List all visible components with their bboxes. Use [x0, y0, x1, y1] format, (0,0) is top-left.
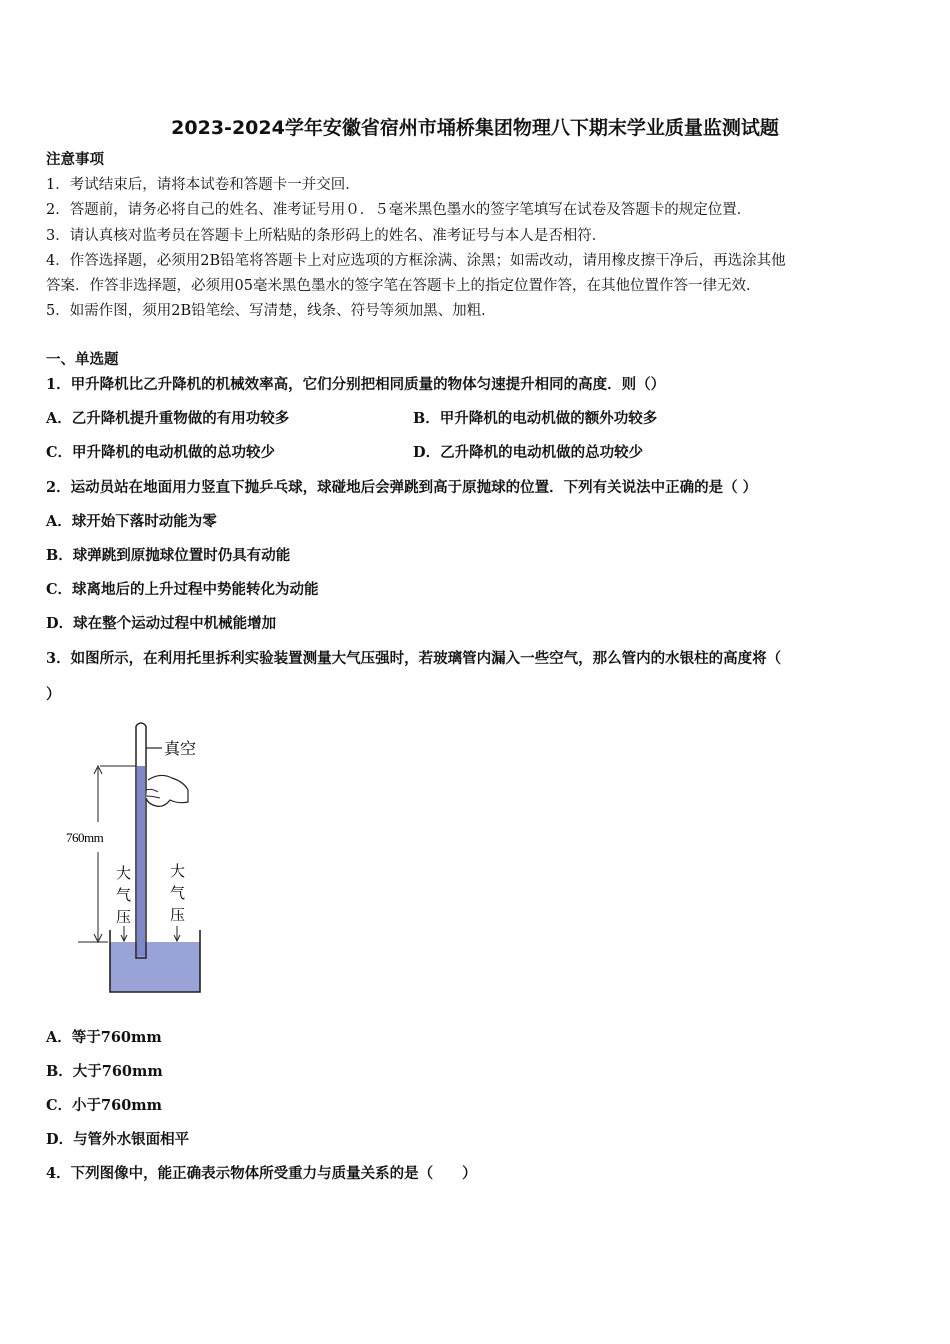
- pressure-label-right-2: 气: [170, 884, 186, 902]
- vacuum-label: 真空: [164, 739, 197, 758]
- notice-item: 3．请认真核对监考员在答题卡上所粘贴的条形码上的姓名、准考证号与本人是否相符．: [46, 228, 607, 244]
- mercury-dish-fill: [110, 942, 200, 992]
- notice-item: 2．答题前，请务必将自己的姓名、准考证号用０．５毫米黑色墨水的签字笔填写在试卷及答题卡的规定位置．: [46, 202, 752, 218]
- q1-option-a: A．乙升降机提升重物做的有用功较多: [46, 410, 290, 427]
- section-heading: 一、单选题: [46, 351, 119, 368]
- q1-option-c: C．甲升降机的电动机做的总功较少: [46, 444, 276, 461]
- torricelli-experiment-figure: [60, 718, 220, 998]
- question-4-stem: 4．下列图像中，能正确表示物体所受重力与质量关系的是（ ）: [46, 1165, 477, 1182]
- pressure-label-left-2: 气: [116, 886, 132, 904]
- q2-option-a: A．球开始下落时动能为零: [46, 513, 217, 530]
- hand-icon: [146, 775, 188, 806]
- q3-option-c: C．小于760mm: [46, 1097, 162, 1114]
- q3-option-d: D．与管外水银面相平: [46, 1131, 190, 1148]
- notice-heading: 注意事项: [46, 151, 104, 168]
- q2-option-c: C．球离地后的上升过程中势能转化为动能: [46, 581, 319, 598]
- q1-option-d: D．乙升降机的电动机做的总功较少: [413, 444, 644, 461]
- mercury-column: [137, 766, 145, 956]
- pressure-label-right-1: 大: [170, 862, 186, 880]
- question-1-stem: 1．甲升降机比乙升降机的机械效率高，它们分别把相同质量的物体匀速提升相同的高度．则（）: [46, 376, 666, 393]
- pressure-label-left-1: 大: [116, 864, 132, 882]
- pressure-label-left-3: 压: [116, 908, 132, 926]
- pressure-label-right-3: 压: [170, 906, 186, 924]
- tube-top: [136, 723, 146, 726]
- q3-option-b: B．大于760mm: [46, 1063, 163, 1080]
- q3-option-a: A．等于760mm: [46, 1029, 162, 1046]
- notice-item: 答案．作答非选择题，必须用05毫米黑色墨水的签字笔在答题卡上的指定位置作答，在其他位置作答一律无效．: [46, 278, 761, 294]
- question-3-stem-end: ）: [46, 686, 61, 703]
- notice-item: 5．如需作图，须用2B铅笔绘、写清楚，线条、符号等须加黑、加粗．: [46, 303, 496, 319]
- question-2-stem: 2．运动员站在地面用力竖直下抛乒乓球，球碰地后会弹跳到高于原抛球的位置．下列有关说法中正确的是（ ）: [46, 479, 758, 496]
- question-3-stem: 3．如图所示，在利用托里拆利实验装置测量大气压强时，若玻璃管内漏入一些空气，那么管内的水银柱的高度将（: [46, 650, 782, 667]
- page-title: 2023-2024学年安徽省宿州市埇桥集团物理八下期末学业质量监测试题: [171, 117, 779, 139]
- q2-option-d: D．球在整个运动过程中机械能增加: [46, 615, 277, 632]
- notice-item: 4．作答选择题，必须用2B铅笔将答题卡上对应选项的方框涂满、涂黑；如需改动，请用橡皮擦干净后，再选涂其他: [46, 253, 786, 269]
- q1-option-b: B．甲升降机的电动机做的额外功较多: [413, 410, 658, 427]
- notice-item: 1．考试结束后，请将本试卷和答题卡一并交回．: [46, 177, 360, 193]
- q2-option-b: B．球弹跳到原抛球位置时仍具有动能: [46, 547, 291, 564]
- height-label: 760mm: [66, 830, 104, 845]
